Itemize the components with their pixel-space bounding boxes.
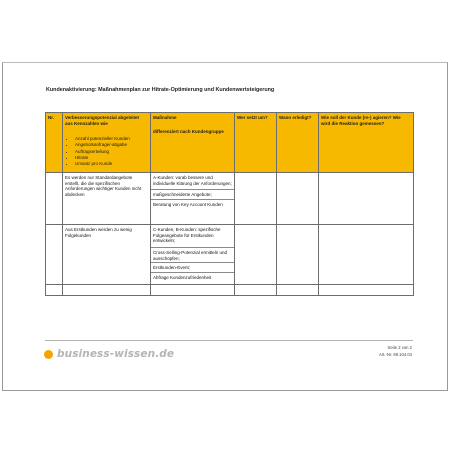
header-when: Wann erledigt? [277,113,319,173]
header-nr: Nr. [46,113,63,173]
cell-potential[interactable]: Es werden nur Standardangebote erstellt, die die spezifischen Anforderungen wichtiger Kunden nicht abdecken [63,173,151,225]
kpi-item: • Hitrate [75,155,148,161]
brand-logo[interactable] [44,347,174,361]
kpi-item: • Umsatz pro Kunde [75,161,148,167]
measure-line: C-Kunden, B-Kunden: spezifische Folgeangebote für Erstkunden entwickeln; [153,227,221,244]
brand-dot-icon [44,350,53,359]
measure-line: Abfrage Kundenzufriedenheit [151,272,234,281]
kpi-item: • Angebotsanfrage/-abgabe [75,142,148,148]
cell-measures[interactable] [151,225,235,285]
measure-line: Beratung von Key Account Kunden [151,199,234,208]
cell-potential[interactable] [63,285,151,296]
cell-who[interactable] [235,225,277,285]
document-title: Kundenaktivierung: Maßnahmenplan zur Hitrate-Optimierung und Kundenwertsteigerung [46,87,275,93]
cell-customer-reaction[interactable] [319,173,414,225]
cell-when[interactable] [277,173,319,225]
brand-name: business-wissen.de [57,348,175,360]
measures-table [45,112,414,296]
cell-when[interactable] [277,285,319,296]
header-measure-sub: differenziert nach Kundengruppe [153,128,224,134]
header-who: Wer setzt um? [235,113,277,173]
table-row [46,173,414,225]
table-row [46,225,414,285]
cell-customer-reaction[interactable] [319,225,414,285]
footer-meta [379,345,412,358]
measure-line: Erstkunden-Event; [151,262,234,271]
cell-nr[interactable] [46,225,63,285]
header-potential-label: Verbesserungspotenzial abgeleitet aus Kennzahlen wie [65,115,140,126]
cell-customer-reaction[interactable] [319,285,414,296]
kpi-list [75,136,148,166]
header-measure [151,113,235,173]
header-customer-reaction: Wie soll der Kunde (re-) agieren? Wie wird die Reaktion gemessen? [319,113,414,173]
measure-line: Cross-Selling-Potenzial ermitteln und ausschöpfen; [151,247,234,261]
cell-measures[interactable] [151,285,235,296]
kpi-item: • Anzahl potenzieller Kunden [75,136,148,142]
cell-when[interactable] [277,225,319,285]
cell-nr[interactable] [46,173,63,225]
kpi-item: • Auftragserteilung [75,149,148,155]
table-header-row [46,113,414,173]
header-measure-label: Maßnahme [153,115,177,120]
measure-line: maßgeschneiderte Angebote; [151,189,234,198]
table-row-empty [46,285,414,296]
cell-measures[interactable] [151,173,235,225]
measure-line: A-Kunden: vorab bessere und individuelle Klärung der Anforderungen; [153,175,232,186]
page-number: Seite 2 von 2 [387,345,412,350]
cell-potential[interactable]: Aus Erstkunden werden zu wenig Folgekunden [63,225,151,285]
header-potential [63,113,151,173]
article-number: Art.-Nr. 69.104.04 [378,351,412,357]
cell-nr[interactable] [46,285,63,296]
footer-divider [45,340,413,341]
cell-who[interactable] [235,285,277,296]
cell-who[interactable] [235,173,277,225]
